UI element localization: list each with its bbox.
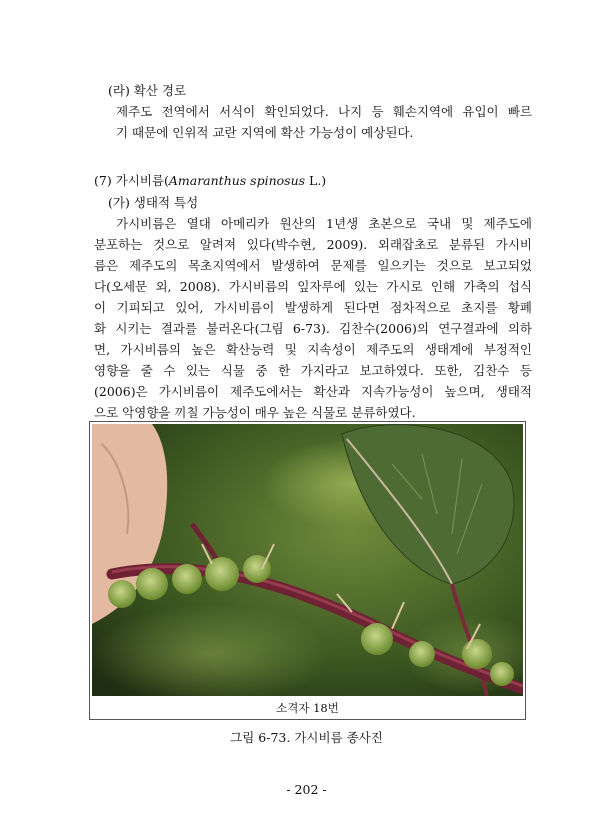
section-ga-line-10: 으로 악영향을 끼칠 가능성이 매우 높은 식물로 분류하였다.	[94, 405, 416, 420]
section-ga-line-1: 가시비름은 열대 아메리카 원산의 1년생 초본으로 국내 및 제주도에	[116, 216, 532, 231]
page-number: - 202 -	[286, 782, 327, 797]
section-ga-line-3: 름은 제주도의 목초지역에서 발생하여 문제를 일으키는 것으로 보고되었	[94, 258, 532, 273]
section-ga-line-2: 분포하는 것으로 알려져 있다(박수현, 2009). 외래잡초로 분류된 가시비	[94, 237, 532, 252]
section-ga-heading: (가) 생태적 특성	[108, 195, 199, 210]
section-ra-line-2: 기 때문에 인위적 교란 지역에 확산 가능성이 예상된다.	[116, 125, 414, 140]
section-ga-line-7: 면, 가시비름의 높은 확산능력 및 지속성이 제주도의 생태계에 부정적인	[94, 342, 532, 357]
figure-caption: 그림 6-73. 가시비름 종사진	[230, 730, 383, 745]
species-number: (7) 가시비름(	[94, 173, 169, 188]
section-ra-line-1: 제주도 전역에서 서식이 확인되었다. 나지 등 훼손지역에 유입이 빠르	[116, 104, 532, 119]
section-ga-line-9: (2006)은 가시비름이 제주도에서는 확산과 지속가능성이 높으며, 생태적	[94, 384, 532, 399]
species-suffix: L.)	[305, 173, 327, 188]
figure-frame	[89, 421, 526, 720]
section-ga-line-6: 화 시키는 결과를 불러온다(그림 6-73). 김찬수(2006)의 연구결과에 의하	[94, 321, 532, 336]
section-ga-line-5: 이 기피되고 있어, 가시비름이 발생하게 된다면 점차적으로 초지를 황폐	[94, 300, 532, 315]
figure-credit: 소격자 18번	[276, 701, 339, 715]
section-ga-line-4: 다(오세문 외, 2008). 가시비름의 잎자루에 있는 가시로 인해 가축의 섭식	[94, 279, 532, 294]
species-scientific-name: Amaranthus spinosus	[168, 173, 306, 188]
section-ra-heading: (라) 확산 경로	[108, 83, 187, 98]
species-photo	[92, 424, 523, 696]
section-ga-line-8: 영향을 줄 수 있는 식물 중 한 가지라고 보고하였다. 또한, 김찬수 등	[94, 363, 532, 378]
amaranthus-photo-illustration	[92, 424, 523, 696]
species-heading	[94, 173, 326, 188]
